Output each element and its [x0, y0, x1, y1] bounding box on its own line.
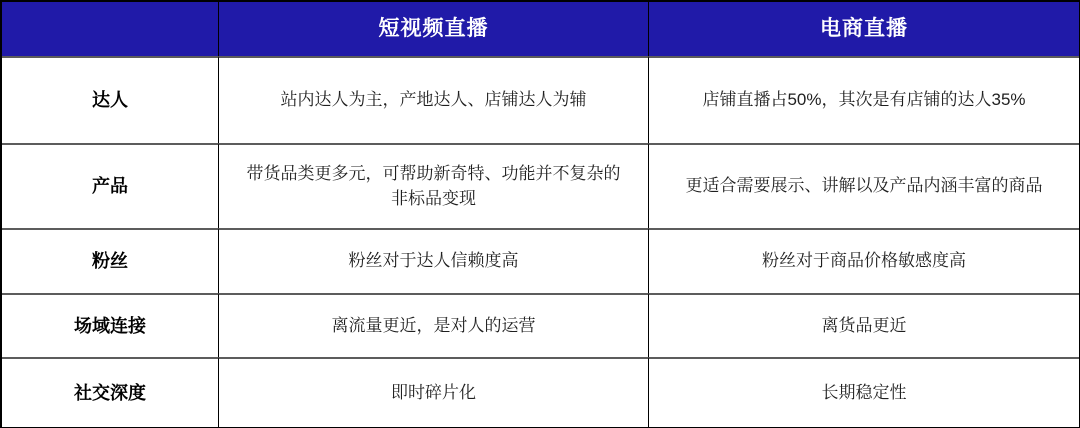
- row-label: 达人: [2, 56, 218, 143]
- cell-ecommerce: 长期稳定性: [648, 357, 1079, 427]
- cell-ecommerce: 离货品更近: [648, 293, 1079, 357]
- cell-short-video: 离流量更近，是对人的运营: [218, 293, 648, 357]
- row-label: 粉丝: [2, 228, 218, 293]
- header-cell-blank: [2, 2, 218, 56]
- cell-ecommerce: 更适合需要展示、讲解以及产品内涵丰富的商品: [648, 143, 1079, 228]
- header-cell-ecommerce-live: 电商直播: [648, 2, 1079, 56]
- cell-ecommerce: 店铺直播占50%，其次是有店铺的达人35%: [648, 56, 1079, 143]
- cell-ecommerce: 粉丝对于商品价格敏感度高: [648, 228, 1079, 293]
- cell-short-video: 带货品类更多元，可帮助新奇特、功能并不复杂的非标品变现: [218, 143, 648, 228]
- header-cell-short-video-live: 短视频直播: [218, 2, 648, 56]
- cell-short-video: 即时碎片化: [218, 357, 648, 427]
- cell-short-video: 粉丝对于达人信赖度高: [218, 228, 648, 293]
- cell-short-video: 站内达人为主，产地达人、店铺达人为辅: [218, 56, 648, 143]
- row-label: 社交深度: [2, 357, 218, 427]
- row-label: 产品: [2, 143, 218, 228]
- row-label: 场域连接: [2, 293, 218, 357]
